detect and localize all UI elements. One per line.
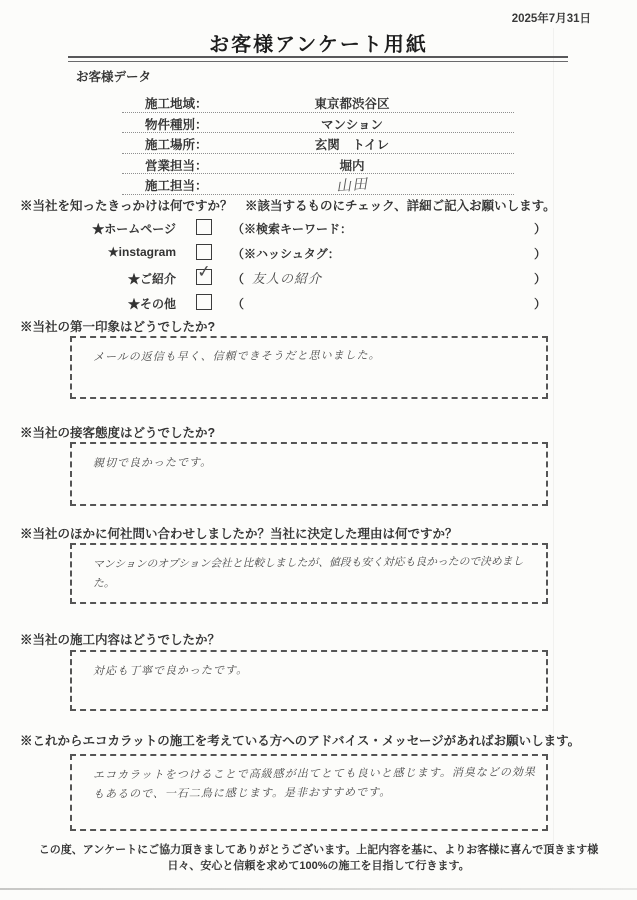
table-row-location [122, 133, 514, 154]
field-label-construction-rep: 施工担当： [145, 179, 208, 193]
option-row-homepage [0, 219, 637, 237]
checkbox-other[interactable] [196, 294, 212, 310]
field-value-sales-rep: 堀内 [339, 158, 365, 173]
question-first-impression: ※当社の第一印象はどうでしたか? [20, 320, 216, 334]
answer-box-construction-quality [70, 650, 548, 711]
scan-bottom-edge [0, 888, 637, 890]
answer-service-attitude: 親切で良かったです。 [92, 456, 213, 470]
close-paren-homepage: ） [534, 222, 547, 236]
table-row-sales-rep [122, 154, 514, 175]
title-underline [68, 56, 568, 62]
field-value-region: 東京都渋谷区 [314, 97, 390, 111]
option-row-referral [0, 261, 637, 287]
answer-first-impression: メールの返信も早く、信頼できそうだと思いました。 [92, 349, 381, 364]
option-row-instagram [0, 244, 637, 262]
checkbox-referral[interactable] [196, 261, 213, 285]
detail-prefix-hashtag: （※ハッシュタグ： [232, 247, 340, 261]
field-label-region: 施工地域： [145, 97, 208, 111]
document-date: 2025年7月31日 [511, 13, 591, 25]
table-row-region [122, 92, 514, 113]
question-construction-quality: ※当社の施工内容はどうでしたか？ [20, 633, 221, 647]
detail-prefix-referral: （ [232, 272, 245, 286]
question-service-attitude: ※当社の接客態度はどうでしたか? [20, 426, 216, 440]
table-row-construction-rep [122, 174, 514, 195]
question-advice-message: ※これからエコカラットの施工を考えている方へのアドバイス・メッセージがあればお願いします。 [20, 734, 581, 748]
option-label-homepage: ★ホームページ [92, 222, 176, 236]
close-paren-referral: ） [534, 272, 547, 286]
answer-advice-message: エコカラットをつけることで高級感が出てとても良いと感じます。消臭などの効果もあるので、一石二鳥に感じます。是非おすすめです。 [92, 766, 536, 801]
field-value-property-type: マンション [321, 117, 383, 132]
close-paren-other: ） [534, 297, 547, 311]
option-label-other: ★その他 [127, 297, 176, 311]
answer-decision-reason: マンションのオプション会社と比較しましたが、値段も安く対応も良かったので決めました。 [92, 555, 524, 590]
option-label-referral: ★ご紹介 [127, 272, 176, 286]
close-paren-instagram: ） [534, 247, 547, 261]
field-value-location: 玄関 トイレ [314, 138, 390, 152]
answer-construction-quality: 対応も丁寧で良かったです。 [92, 664, 249, 678]
customer-data-table [122, 92, 514, 195]
field-label-property-type: 物件種別： [145, 117, 208, 132]
checkmark-referral: ✓ [196, 261, 213, 282]
answer-box-first-impression [70, 336, 548, 399]
page-title: お客様アンケート用紙 [209, 34, 428, 56]
scan-artifact-line [553, 28, 554, 853]
field-label-sales-rep: 営業担当： [145, 158, 208, 173]
question-decision-reason: ※当社のほかに何社問い合わせしましたか？当社に決定した理由は何ですか？ [20, 527, 458, 541]
option-row-other [0, 294, 637, 312]
answer-box-advice-message [70, 754, 548, 831]
answer-box-service-attitude [70, 442, 548, 506]
footer-line1: この度、アンケートにご協力頂きましてありがとうございます。上記内容を基に、よりお客様に喜んで頂きます様 [38, 844, 599, 856]
field-label-location: 施工場所： [145, 138, 208, 152]
footer-thanks-message [0, 843, 637, 874]
question-how-did-you-find-us: ※当社を知ったきっかけは何ですか？ ※該当するものにチェック、詳細ご記入お願いします。 [20, 199, 556, 213]
detail-value-referral-handwritten: 友人の紹介 [252, 271, 323, 286]
customer-data-heading: お客様データ [76, 70, 152, 84]
detail-prefix-other: （ [232, 297, 245, 311]
table-row-property-type [122, 113, 514, 134]
checkbox-homepage[interactable] [196, 219, 212, 235]
detail-prefix-search-keyword: （※検索キーワード： [232, 222, 353, 236]
option-label-instagram: ★instagram [107, 245, 176, 259]
checkbox-instagram[interactable] [196, 244, 212, 260]
field-value-construction-rep-handwritten: 山田 [335, 175, 369, 196]
answer-box-decision-reason [70, 543, 548, 604]
footer-line2: 日々、安心と信頼を求めて100%の施工を目指して行きます。 [167, 859, 470, 872]
